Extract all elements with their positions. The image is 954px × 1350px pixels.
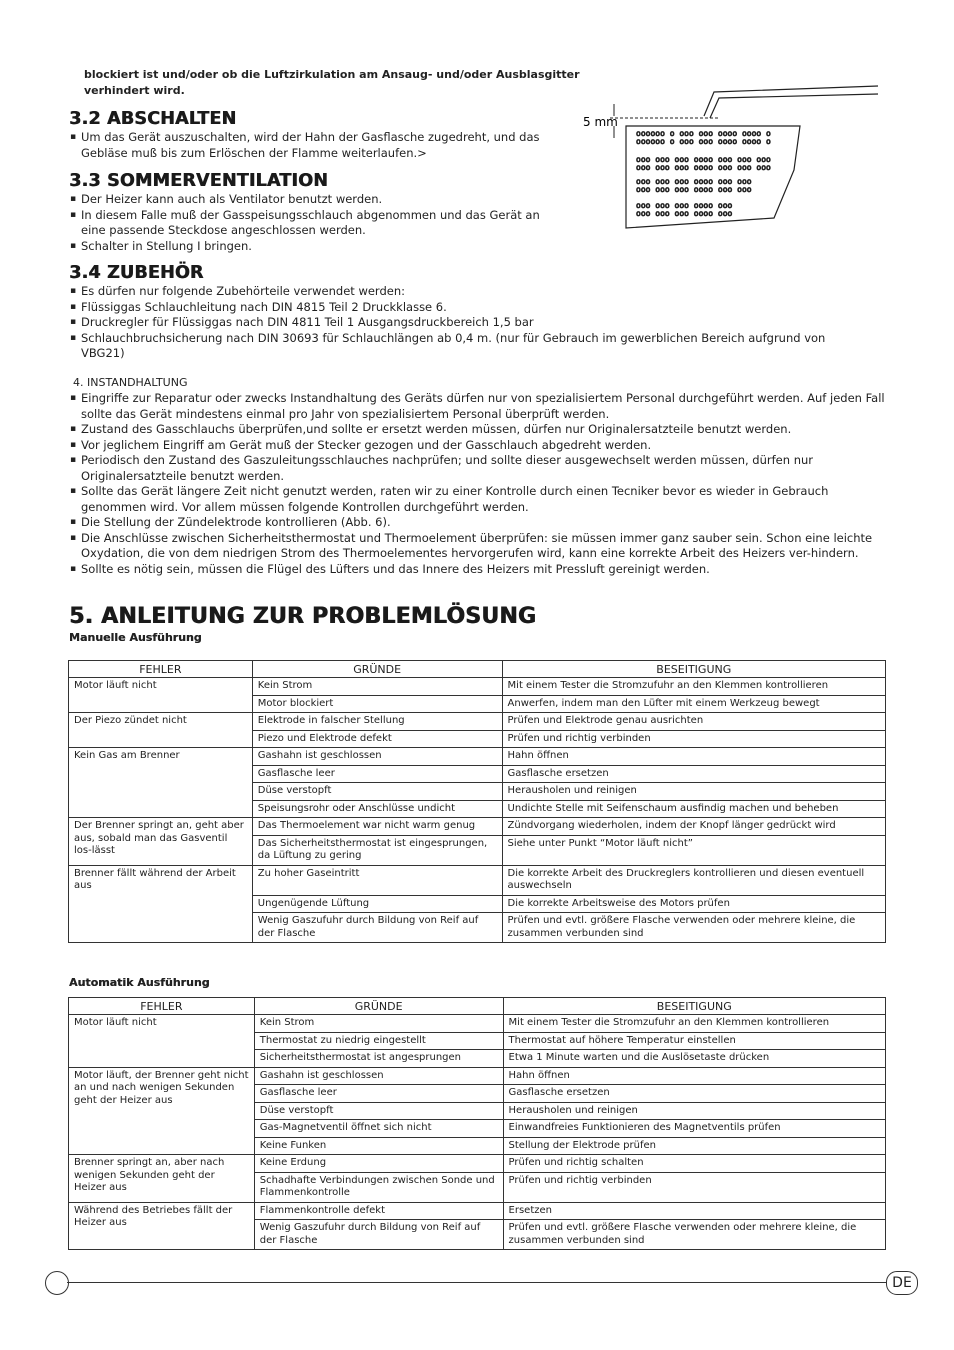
table-row xyxy=(69,1202,886,1220)
footer-line xyxy=(67,1282,887,1283)
electrode-figure xyxy=(578,78,878,238)
table-row xyxy=(69,818,886,836)
svg-text:ooo ooo ooo oooo ooo ooo: ooo ooo ooo oooo ooo ooo xyxy=(636,185,752,194)
beseitigung-cell: Herausholen und reinigen xyxy=(502,783,885,801)
heading-abschalten: 3.2 ABSCHALTEN xyxy=(69,109,237,129)
beseitigung-cell: Mit einem Tester die Stromzufuhr an den Klemmen kontrollieren xyxy=(503,1015,885,1033)
list-item: ▪ Flüssiggas Schlauchleitung nach DIN 4815 Teil 2 Druckklasse 6. xyxy=(69,300,869,316)
fehler-cell: Kein Gas am Brenner xyxy=(69,748,253,818)
list-item: ▪ Sollte das Gerät längere Zeit nicht genutzt werden, raten wir zu einer Kontrolle durch einen Tecniker bevor es wieder in Gebrauch genommen wird. Vor allem müssen folgende Kontrollen durchgeführt werden. xyxy=(69,484,889,515)
fehler-cell: Während des Betriebes fällt der Heizer aus xyxy=(69,1202,255,1250)
page-circle xyxy=(45,1271,69,1295)
beseitigung-cell: Anwerfen, indem man den Lüfter mit einem Werkzeug bewegt xyxy=(502,695,885,713)
gruende-cell: Ungenügende Lüftung xyxy=(252,895,502,913)
table-row xyxy=(69,748,886,766)
list-item: ▪ Die Stellung der Zündelektrode kontrollieren (Abb. 6). xyxy=(69,515,889,531)
lead-text: blockiert ist und/oder ob die Luftzirkulation am Ansaug- und/oder Ausblasgitter verhindert wird. xyxy=(84,68,580,97)
gruende-cell: Gas-Magnetventil öffnet sich nicht xyxy=(254,1120,503,1138)
svg-text:5 mm: 5 mm xyxy=(583,115,618,129)
beseitigung-cell: Prüfen und evtl. größere Flasche verwenden oder mehrere kleine, die zusammen verbunden sind xyxy=(503,1220,885,1250)
table-row xyxy=(69,1067,886,1085)
fehler-cell: Motor läuft nicht xyxy=(69,678,253,713)
table-row xyxy=(69,1015,886,1033)
beseitigung-cell: Hahn öffnen xyxy=(502,748,885,766)
svg-text:ooo ooo ooo oooo ooo ooo ooo: ooo ooo ooo oooo ooo ooo ooo xyxy=(636,155,771,164)
beseitigung-cell: Prüfen und Elektrode genau ausrichten xyxy=(502,713,885,731)
gruende-cell: Das Sicherheitsthermostat ist eingesprungen, da Lüftung zu gering xyxy=(252,835,502,865)
beseitigung-cell: Prüfen und evtl. größere Flasche verwenden oder mehrere kleine, die zusammen verbunden sind xyxy=(502,913,885,943)
list-item: ▪ Es dürfen nur folgende Zubehörteile verwendet werden: xyxy=(69,284,869,300)
gruende-cell: Keine Erdung xyxy=(254,1155,503,1173)
gruende-cell: Gashahn ist geschlossen xyxy=(254,1067,503,1085)
beseitigung-cell: Einwandfreies Funktionieren des Magnetventils prüfen xyxy=(503,1120,885,1138)
beseitigung-cell: Siehe unter Punkt “Motor läuft nicht” xyxy=(502,835,885,865)
header-beseitigung: BESEITIGUNG xyxy=(503,998,885,1015)
beseitigung-cell: Ersetzen xyxy=(503,1202,885,1220)
list-item: ▪ Um das Gerät auszuschalten, wird der Hahn der Gasflasche zugedreht, und das Gebläse muß bis zum Erlöschen der Flamme weiterlaufen.> xyxy=(69,130,564,161)
header-fehler: FEHLER xyxy=(69,998,255,1015)
list-item: ▪ Die Anschlüsse zwischen Sicherheitsthermostat und Thermoelement überprüfen: sie müssen immer ganz sauber sein. Schon eine leichte Oxydation, die von dem niedrigen Strom des Thermoelementes hervorgerufen wird, kann eine korrekte Arbeit des Heizers ver-hindern. xyxy=(69,531,889,562)
table-row xyxy=(69,865,886,895)
beseitigung-cell: Prüfen und richtig verbinden xyxy=(503,1172,885,1202)
list-instandhaltung xyxy=(69,391,889,577)
fehler-cell: Brenner springt an, aber nach wenigen Sekunden geht der Heizer aus xyxy=(69,1155,255,1203)
list-item: ▪ Sollte es nötig sein, müssen die Flügel des Lüfters und das Innere des Heizers mit Pressluft gereinigt werden. xyxy=(69,562,889,578)
gruende-cell: Sicherheitsthermostat ist angesprungen xyxy=(254,1050,503,1068)
gruende-cell: Gasflasche leer xyxy=(252,765,502,783)
beseitigung-cell: Stellung der Elektrode prüfen xyxy=(503,1137,885,1155)
heading-zubehoer: 3.4 ZUBEHÖR xyxy=(69,263,204,283)
list-item: ▪ Druckregler für Flüssiggas nach DIN 4811 Teil 1 Ausgangsdruckbereich 1,5 bar xyxy=(69,315,869,331)
gruende-cell: Kein Strom xyxy=(252,678,502,696)
gruende-cell: Flammenkontrolle defekt xyxy=(254,1202,503,1220)
table-row xyxy=(69,678,886,696)
list-item: ▪ Der Heizer kann auch als Ventilator benutzt werden. xyxy=(69,192,564,208)
fehler-cell: Der Piezo zündet nicht xyxy=(69,713,253,748)
svg-text:ooo ooo ooo oooo ooo ooo ooo: ooo ooo ooo oooo ooo ooo ooo xyxy=(636,163,771,172)
fehler-cell: Der Brenner springt an, geht aber aus, sobald man das Gasventil los-lässt xyxy=(69,818,253,866)
svg-text:oooooo o ooo ooo oooo oooo o: oooooo o ooo ooo oooo oooo o xyxy=(636,137,771,146)
list-item: ▪ Periodisch den Zustand des Gaszuleitungsschlauches nachprüfen; und sollte dieser ausgewechselt werden müssen, dürfen nur Originalersatzteile benutzt werden. xyxy=(69,453,889,484)
list-item: ▪ Zustand des Gasschlauchs überprüfen,und sollte er ersetzt werden müssen, dürfen nur Originalersatzteile benutzt werden. xyxy=(69,422,889,438)
gruende-cell: Elektrode in falscher Stellung xyxy=(252,713,502,731)
list-item: ▪ Schalter in Stellung I bringen. xyxy=(69,239,564,255)
list-zubehoer xyxy=(69,284,869,362)
heading-sommerventilation: 3.3 SOMMERVENTILATION xyxy=(69,171,328,191)
beseitigung-cell: Prüfen und richtig schalten xyxy=(503,1155,885,1173)
gruende-cell: Düse verstopft xyxy=(254,1102,503,1120)
beseitigung-cell: Herausholen und reinigen xyxy=(503,1102,885,1120)
beseitigung-cell: Hahn öffnen xyxy=(503,1067,885,1085)
header-beseitigung: BESEITIGUNG xyxy=(502,661,885,678)
fehler-cell: Motor läuft, der Brenner geht nicht an und nach wenigen Sekunden geht der Heizer aus xyxy=(69,1067,255,1155)
list-item: ▪ In diesem Falle muß der Gasspeisungsschlauch abgenommen und das Gerät an eine passende Steckdose angeschlossen werden. xyxy=(69,208,564,239)
list-item: ▪ Eingriffe zur Reparatur oder zwecks Instandhaltung des Geräts dürfen nur von spezialisiertem Personal durchgeführt werden. Auf jeden Fall sollte das Gerät mindestens einmal pro Jahr von spezialisiertem Personal überprüft werden. xyxy=(69,391,889,422)
gruende-cell: Kein Strom xyxy=(254,1015,503,1033)
header-gruende: GRÜNDE xyxy=(252,661,502,678)
gruende-cell: Thermostat zu niedrig eingestellt xyxy=(254,1032,503,1050)
header-fehler: FEHLER xyxy=(69,661,253,678)
gruende-cell: Gashahn ist geschlossen xyxy=(252,748,502,766)
list-abschalten xyxy=(69,130,564,161)
table-row xyxy=(69,1155,886,1173)
svg-text:oooooo o ooo ooo oooo oooo o: oooooo o ooo ooo oooo oooo o xyxy=(636,129,771,138)
beseitigung-cell: Thermostat auf höhere Temperatur einstellen xyxy=(503,1032,885,1050)
header-gruende: GRÜNDE xyxy=(254,998,503,1015)
gruende-cell: Wenig Gaszufuhr durch Bildung von Reif auf der Flasche xyxy=(252,913,502,943)
beseitigung-cell: Gasflasche ersetzen xyxy=(502,765,885,783)
gruende-cell: Wenig Gaszufuhr durch Bildung von Reif auf der Flasche xyxy=(254,1220,503,1250)
beseitigung-cell: Etwa 1 Minute warten und die Auslösetaste drücken xyxy=(503,1050,885,1068)
gruende-cell: Das Thermoelement war nicht warm genug xyxy=(252,818,502,836)
beseitigung-cell: Die korrekte Arbeit des Druckreglers kontrollieren und diesen eventuell auswechseln xyxy=(502,865,885,895)
svg-text:ooo ooo ooo oooo ooo: ooo ooo ooo oooo ooo xyxy=(636,201,733,210)
auto-table xyxy=(68,997,886,1250)
beseitigung-cell: Mit einem Tester die Stromzufuhr an den Klemmen kontrollieren xyxy=(502,678,885,696)
heading-instandhaltung: 4. INSTANDHALTUNG xyxy=(73,376,188,389)
language-badge: DE xyxy=(886,1271,918,1295)
svg-text:ooo ooo ooo oooo ooo ooo: ooo ooo ooo oooo ooo ooo xyxy=(636,177,752,186)
burner-holes xyxy=(636,129,771,218)
gruende-cell: Schadhafte Verbindungen zwischen Sonde und Flammenkontrolle xyxy=(254,1172,503,1202)
svg-text:ooo ooo ooo oooo ooo: ooo ooo ooo oooo ooo xyxy=(636,209,733,218)
beseitigung-cell: Prüfen und richtig verbinden xyxy=(502,730,885,748)
gruende-cell: Piezo und Elektrode defekt xyxy=(252,730,502,748)
beseitigung-cell: Die korrekte Arbeitsweise des Motors prüfen xyxy=(502,895,885,913)
auto-title: Automatik Ausführung xyxy=(69,976,210,989)
gruende-cell: Speisungsrohr oder Anschlüsse undicht xyxy=(252,800,502,818)
gruende-cell: Zu hoher Gaseintritt xyxy=(252,865,502,895)
beseitigung-cell: Zündvorgang wiederholen, indem der Knopf länger gedrückt wird xyxy=(502,818,885,836)
fehler-cell: Motor läuft nicht xyxy=(69,1015,255,1068)
beseitigung-cell: Gasflasche ersetzen xyxy=(503,1085,885,1103)
gruende-cell: Düse verstopft xyxy=(252,783,502,801)
heading-problemloesung: 5. ANLEITUNG ZUR PROBLEMLÖSUNG xyxy=(69,604,537,629)
fehler-cell: Brenner fällt während der Arbeit aus xyxy=(69,865,253,943)
gruende-cell: Keine Funken xyxy=(254,1137,503,1155)
manual-title: Manuelle Ausführung xyxy=(69,631,202,644)
gruende-cell: Motor blockiert xyxy=(252,695,502,713)
manual-table xyxy=(68,660,886,943)
list-sommerventilation xyxy=(69,192,564,254)
beseitigung-cell: Undichte Stelle mit Seifenschaum ausfindig machen und beheben xyxy=(502,800,885,818)
gruende-cell: Gasflasche leer xyxy=(254,1085,503,1103)
list-item: ▪ Vor jeglichem Eingriff am Gerät muß der Stecker gezogen und der Gasschlauch abgedreht werden. xyxy=(69,438,889,454)
list-item: ▪ Schlauchbruchsicherung nach DIN 30693 für Schlauchlängen ab 0,4 m. (nur für Gebrauch im gewerblichen Bereich aufgrund von VBG21) xyxy=(69,331,869,362)
table-row xyxy=(69,713,886,731)
